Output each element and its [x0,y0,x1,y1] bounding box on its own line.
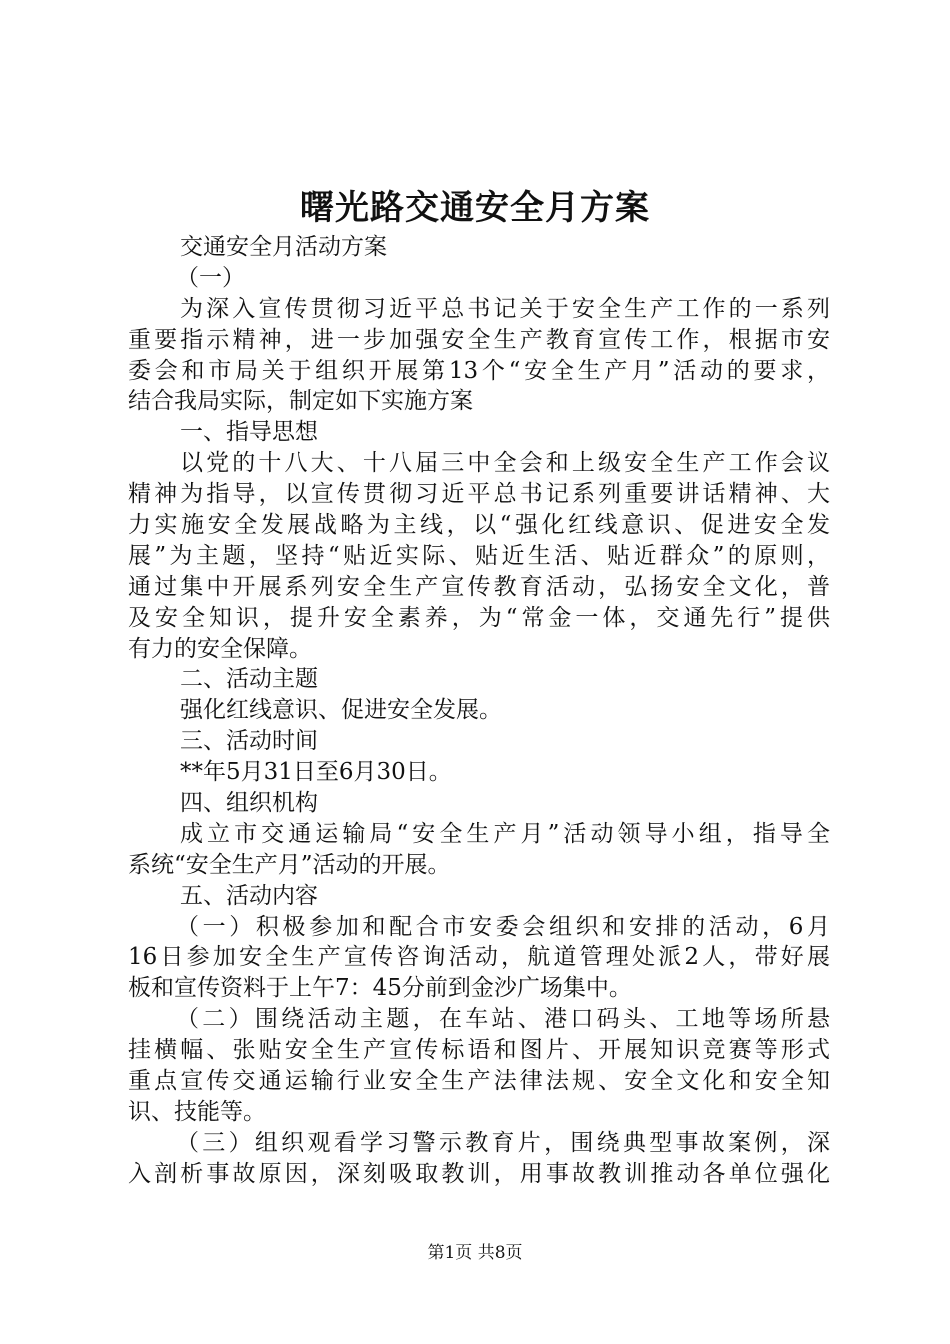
paragraph-line: 重要指示精神，进一步加强安全生产教育宣传工作，根据市安 [128,326,830,353]
doc-section-number-line: （一） [176,264,245,291]
paragraph-line: 力实施安全发展战略为主线，以“强化红线意识、促进安全发 [128,512,830,539]
document-title: 曙光路交通安全月方案 [300,188,650,228]
paragraph-line: （一）积极参加和配合市安委会组织和安排的活动，6月 [176,913,830,940]
paragraph-line: 16日参加安全生产宣传咨询活动，航道管理处派2人，带好展 [128,944,830,971]
section-heading: 四、组织机构 [180,790,318,817]
paragraph-line: （三）组织观看学习警示教育片，围绕典型事故案例，深 [176,1129,830,1156]
section-heading: 二、活动主题 [180,666,318,693]
document-body [128,232,830,1190]
paragraph-line: 及安全知识，提升安全素养，为“常金一体，交通先行”提供 [128,604,830,631]
paragraph-line: 重点宣传交通运输行业安全生产法律法规、安全文化和安全知 [128,1068,830,1095]
paragraph-line: 系统“安全生产月”活动的开展。 [128,851,451,878]
paragraph-line: 精神为指导，以宣传贯彻习近平总书记系列重要讲话精神、大 [128,481,830,508]
paragraph-line: 以党的十八大、十八届三中全会和上级安全生产工作会议 [180,450,830,477]
paragraph-line: 识、技能等。 [128,1098,266,1125]
paragraph-line: 委会和市局关于组织开展第13个“安全生产月”活动的要求， [128,357,830,384]
paragraph-line: 展”为主题，坚持“贴近实际、贴近生活、贴近群众”的原则， [128,542,830,569]
paragraph-line: 强化红线意识、促进安全发展。 [180,697,502,724]
doc-subtitle-line: 交通安全月活动方案 [180,234,387,260]
paragraph-line: 有力的安全保障。 [128,635,312,662]
paragraph-line: 结合我局实际，制定如下实施方案 [128,388,473,415]
paragraph-line: 挂横幅、张贴安全生产宣传标语和图片、开展知识竞赛等形式 [128,1037,830,1064]
paragraph-line: **年5月31日至6月30日。 [180,759,452,786]
section-heading: 三、活动时间 [180,728,318,755]
paragraph-line: 通过集中开展系列安全生产宣传教育活动，弘扬安全文化，普 [128,573,830,600]
paragraph-line: 入剖析事故原因，深刻吸取教训，用事故教训推动各单位强化 [128,1160,830,1187]
section-heading: 五、活动内容 [180,882,318,909]
paragraph-line: 成立市交通运输局“安全生产月”活动领导小组，指导全 [180,820,830,847]
paragraph-line: 为深入宣传贯彻习近平总书记关于安全生产工作的一系列 [180,295,830,322]
section-heading: 一、指导思想 [180,419,318,446]
paragraph-line: （二）围绕活动主题，在车站、港口码头、工地等场所悬 [176,1006,830,1033]
page-footer: 第1页 共8页 [427,1243,523,1263]
paragraph-line: 板和宣传资料于上午7：45分前到金沙广场集中。 [128,975,632,1002]
